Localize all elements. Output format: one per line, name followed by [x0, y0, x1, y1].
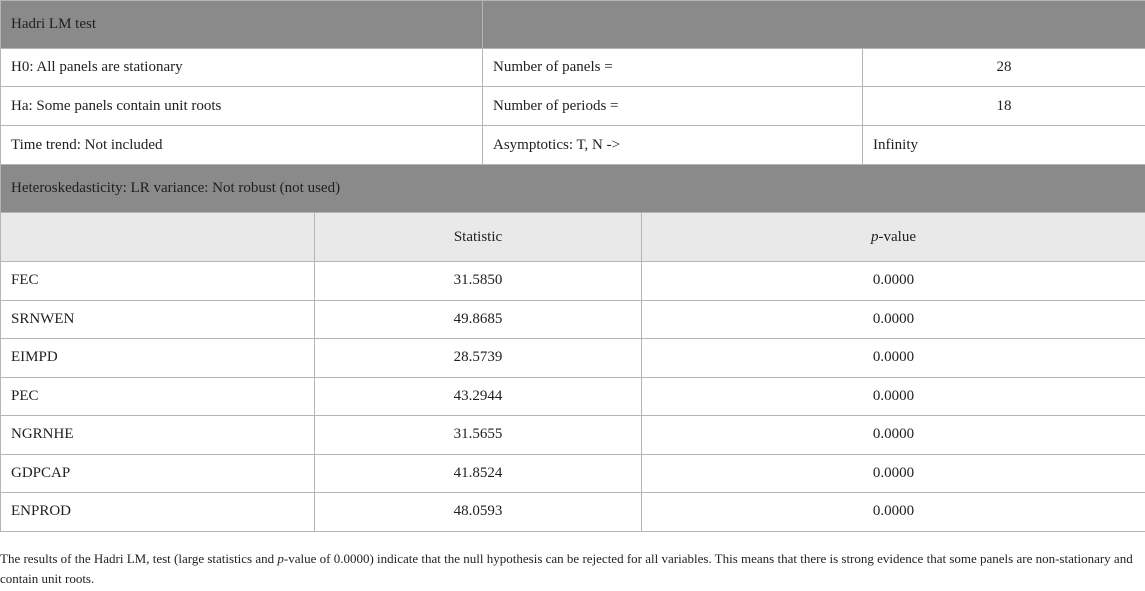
variable-name: PEC: [1, 377, 315, 416]
test-title-row: [1, 1, 1145, 49]
ha-row: [1, 87, 1145, 126]
pvalue-value: 0.0000: [642, 416, 1145, 455]
footnote-part1: The results of the Hadri LM, test (large statistics and: [0, 551, 278, 566]
statistic-value: 48.0593: [315, 493, 642, 532]
heteroskedasticity-row: [1, 165, 1145, 213]
variable-name: SRNWEN: [1, 300, 315, 339]
pvalue-value: 0.0000: [642, 493, 1145, 532]
statistic-value: 41.8524: [315, 454, 642, 493]
statistic-column-header: Statistic: [315, 213, 642, 262]
null-hypothesis: H0: All panels are stationary: [1, 49, 483, 87]
panels-value: 28: [863, 49, 1145, 87]
table-row: [1, 416, 1145, 455]
statistic-value: 28.5739: [315, 339, 642, 378]
table-row: [1, 300, 1145, 339]
pvalue-value: 0.0000: [642, 339, 1145, 378]
table-row: [1, 493, 1145, 532]
panels-label: Number of panels =: [483, 49, 863, 87]
alternative-hypothesis: Ha: Some panels contain unit roots: [1, 87, 483, 126]
asymptotics-value: Infinity: [863, 126, 1145, 165]
test-info-table: [0, 0, 1145, 213]
statistic-value: 31.5850: [315, 262, 642, 301]
test-title: Hadri LM test: [1, 1, 483, 49]
table-row: [1, 262, 1145, 301]
pvalue-value: 0.0000: [642, 377, 1145, 416]
footnote-part2: -value of 0.0000) indicate that the null hypothesis can be rejected for all variables. This means that there is strong evidence that some panels are non-stationary and contain unit roots.: [0, 551, 1133, 586]
pvalue-header-rest: -value: [878, 228, 916, 245]
test-title-blank: [483, 1, 1145, 49]
h0-row: [1, 49, 1145, 87]
variable-name: FEC: [1, 262, 315, 301]
time-trend: Time trend: Not included: [1, 126, 483, 165]
periods-label: Number of periods =: [483, 87, 863, 126]
pvalue-value: 0.0000: [642, 454, 1145, 493]
variable-name: EIMPD: [1, 339, 315, 378]
variable-name: NGRNHE: [1, 416, 315, 455]
asymptotics-label: Asymptotics: T, N ->: [483, 126, 863, 165]
time-trend-row: [1, 126, 1145, 165]
variable-name: ENPROD: [1, 493, 315, 532]
periods-value: 18: [863, 87, 1145, 126]
variable-name: GDPCAP: [1, 454, 315, 493]
pvalue-header-p: p: [871, 228, 879, 245]
table-footnote: [0, 549, 1140, 589]
variable-column-header: [1, 213, 315, 262]
heteroskedasticity-note: Heteroskedasticity: LR variance: Not robust (not used): [1, 165, 1145, 213]
pvalue-column-header: [642, 213, 1145, 262]
column-header-row: [1, 213, 1145, 262]
results-body: [1, 262, 1145, 532]
statistic-value: 43.2944: [315, 377, 642, 416]
statistic-value: 31.5655: [315, 416, 642, 455]
pvalue-value: 0.0000: [642, 262, 1145, 301]
results-table: [0, 212, 1145, 532]
statistic-value: 49.8685: [315, 300, 642, 339]
table-row: [1, 339, 1145, 378]
footnote-p: p: [277, 551, 284, 566]
table-row: [1, 454, 1145, 493]
pvalue-value: 0.0000: [642, 300, 1145, 339]
table-row: [1, 377, 1145, 416]
